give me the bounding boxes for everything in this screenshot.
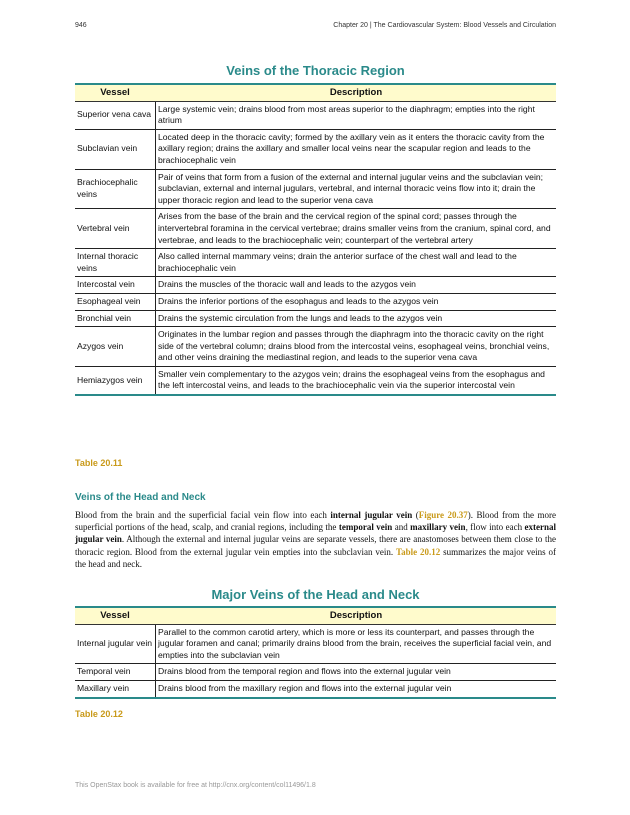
vessel-name: Temporal vein	[75, 664, 156, 681]
key-term-temporal-vein: temporal vein	[338, 522, 393, 533]
figure-link[interactable]: Figure 20.37	[418, 510, 468, 520]
table-row	[75, 293, 556, 310]
vessel-name: Intercostal vein	[75, 277, 156, 294]
table-caption-20-11: Table 20.11	[75, 458, 123, 468]
body-paragraph	[75, 509, 556, 570]
vessel-name: Internal thoracic veins	[75, 249, 156, 277]
vessel-description: Pair of veins that form from a fusion of the external and internal jugular veins and the subclavian vein; subclavian, external and internal jugulars, vertebral, and internal thoracic veins flow into it; drain the upper thoracic region and lead to the superior vena cava	[156, 169, 557, 209]
table-row	[75, 169, 556, 209]
table-row	[75, 327, 556, 367]
page-number: 946	[75, 22, 87, 29]
key-term-internal-jugular-vein: internal jugular vein	[330, 510, 413, 520]
table-title-head-neck: Major Veins of the Head and Neck	[211, 587, 420, 602]
text-run: ). Blood from the more superficial portions of the head, scalp, and cranial regions, including the	[75, 510, 557, 533]
section-heading: Veins of the Head and Neck	[75, 492, 206, 503]
vessel-description: Also called internal mammary veins; drain the anterior surface of the chest wall and lead to the brachiocephalic vein	[156, 249, 557, 277]
table-thoracic-veins	[75, 83, 556, 396]
text-run: and	[392, 522, 411, 533]
vessel-description: Large systemic vein; drains blood from most areas superior to the diaphragm; empties into the right atrium	[156, 101, 557, 129]
table-row	[75, 366, 556, 395]
vessel-description: Located deep in the thoracic cavity; formed by the axillary vein as it enters the thoracic cavity from the axillary region; drains the axillary and smaller local veins near the scapular region and leads to the brachiocephalic vein	[156, 129, 557, 169]
vessel-description: Drains blood from the maxillary region and flows into the external jugular vein	[156, 680, 557, 697]
table-row	[75, 680, 556, 697]
vessel-description: Smaller vein complementary to the azygos vein; drains the esophageal veins from the esophagus and the left intercostal veins, and leads to the brachiocephalic vein via the superior intercostal vein	[156, 366, 557, 395]
vessel-name: Subclavian vein	[75, 129, 156, 169]
text-run: , flow into each	[465, 522, 525, 533]
vessel-description: Drains the inferior portions of the esophagus and leads to the azygos vein	[156, 293, 557, 310]
vessel-description: Drains the systemic circulation from the lungs and leads to the azygos vein	[156, 310, 557, 327]
column-header-vessel: Vessel	[75, 607, 156, 624]
column-header-vessel: Vessel	[75, 84, 156, 101]
vessel-name: Esophageal vein	[75, 293, 156, 310]
table-row	[75, 209, 556, 249]
vessel-description: Originates in the lumbar region and passes through the diaphragm into the thoracic cavity on the right side of the vertebral column; drains blood from the intercostal veins, esophageal veins, bronchial veins, and other veins draining the mediastinal region, and leads to the superior vena cava	[156, 327, 557, 367]
table-row	[75, 310, 556, 327]
table-row	[75, 129, 556, 169]
table-header-row	[75, 607, 556, 624]
table-header-row	[75, 84, 556, 101]
vessel-name: Internal jugular vein	[75, 624, 156, 664]
table-row	[75, 277, 556, 294]
vessel-name: Brachiocephalic veins	[75, 169, 156, 209]
vessel-description: Arises from the base of the brain and the cervical region of the spinal cord; passes through the intervertebral foramina in the cervical vertebrae; drains smaller veins from the cranium, spinal cord, and vertebrae, and leads to the brachiocephalic vein; counterpart of the vertebral artery	[156, 209, 557, 249]
table-row	[75, 624, 556, 664]
vessel-name: Bronchial vein	[75, 310, 156, 327]
chapter-title: Chapter 20 | The Cardiovascular System: Blood Vessels and Circulation	[333, 22, 556, 29]
key-term-maxillary-vein: maxillary vein	[410, 522, 466, 533]
text-run: . Although the external and internal jugular veins are separate vessels, there are anastomoses between them close to the thoracic region. Blood from the external jugular vein empties into the subclavian vein.	[75, 534, 556, 557]
key-term-external-jugular-vein: external jugular vein	[75, 522, 556, 545]
table-head-neck-veins	[75, 606, 556, 699]
table-row	[75, 664, 556, 681]
table-caption-20-12: Table 20.12	[75, 709, 123, 719]
vessel-name: Superior vena cava	[75, 101, 156, 129]
table-link[interactable]: Table 20.12	[395, 546, 441, 557]
table-row	[75, 249, 556, 277]
vessel-name: Vertebral vein	[75, 209, 156, 249]
vessel-name: Hemiazygos vein	[75, 366, 156, 395]
table-title-thoracic: Veins of the Thoracic Region	[226, 63, 405, 78]
vessel-description: Parallel to the common carotid artery, which is more or less its counterpart, and passes through the jugular foramen and canal; primarily drains blood from the brain, receives the superficial facial vein, and empties into the subclavian vein	[156, 624, 557, 664]
vessel-name: Maxillary vein	[75, 680, 156, 697]
column-header-description: Description	[156, 607, 557, 624]
page-footer: This OpenStax book is available for free at http://cnx.org/content/col11496/1.8	[75, 782, 316, 789]
text-run: Blood from the brain and the superficial facial vein flow into each	[75, 510, 331, 520]
text-run: summarizes the major veins of the head and neck.	[75, 546, 556, 569]
text-run: (	[412, 510, 419, 520]
vessel-description: Drains the muscles of the thoracic wall and leads to the azygos vein	[156, 277, 557, 294]
vessel-name: Azygos vein	[75, 327, 156, 367]
vessel-description: Drains blood from the temporal region and flows into the external jugular vein	[156, 664, 557, 681]
table-row	[75, 101, 556, 129]
column-header-description: Description	[156, 84, 557, 101]
